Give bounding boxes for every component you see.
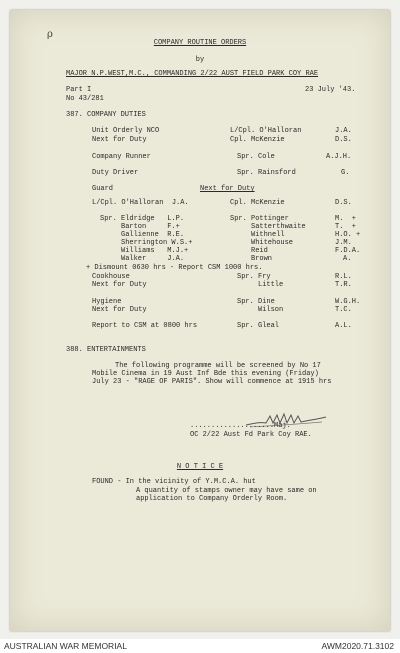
guard-next-initials: A. bbox=[343, 255, 352, 263]
duty-label: Unit Orderly NCO bbox=[92, 127, 160, 135]
handwritten-corner-mark: ρ bbox=[47, 29, 53, 40]
order-date: 23 July '43. bbox=[305, 86, 356, 94]
guard-next-member: Spr. Pottinger bbox=[230, 215, 289, 223]
signature-unit: OC 2/22 Aust Fd Park Coy RAE. bbox=[190, 431, 312, 439]
footer-source: AUSTRALIAN WAR MEMORIAL bbox=[4, 641, 127, 651]
duty-label: Duty Driver bbox=[92, 169, 139, 177]
guard-next-member: Satterthwaite bbox=[230, 223, 306, 231]
footer-accession-number: AWM2020.71.3102 bbox=[321, 641, 394, 651]
dismount-note: + Dismount 0630 hrs - Report CSM 1000 hrs. bbox=[86, 264, 263, 272]
part-label: Part I bbox=[66, 86, 92, 94]
guard-next-initials: T. + bbox=[335, 223, 357, 231]
guard-member: Gallienne R.E. bbox=[100, 231, 185, 239]
duty-initials: A.L. bbox=[335, 322, 352, 330]
section-387-heading: 387. COMPANY DUTIES bbox=[66, 111, 146, 119]
document-sheet bbox=[10, 10, 390, 631]
duty-label: Next for Duty bbox=[92, 306, 147, 314]
guard-member: Walker J.A. bbox=[100, 255, 185, 263]
duty-name: L/Cpl. O'Halloran bbox=[230, 127, 302, 135]
duty-label: Hygiene bbox=[92, 298, 122, 306]
notice-line: FOUND - In the vicinity of Y.M.C.A. hut bbox=[92, 478, 256, 486]
notice-line: A quantity of stamps owner may have same on bbox=[136, 487, 317, 495]
guard-member: Sherrington W.S.+ bbox=[100, 239, 193, 247]
guard-next-member: Reid bbox=[230, 247, 268, 255]
duty-name: Wilson bbox=[237, 306, 284, 314]
guard-member: Barton F.+ bbox=[100, 223, 180, 231]
order-number: No 43/281 bbox=[66, 95, 104, 103]
footer-bar bbox=[0, 639, 400, 653]
guard-next-initials: H.O. + bbox=[335, 231, 361, 239]
duty-name: Spr. Fry bbox=[237, 273, 271, 281]
guard-next-initials: M. + bbox=[335, 215, 357, 223]
notice-line: application to Company Orderly Room. bbox=[136, 495, 288, 503]
guard-member: Williams M.J.+ bbox=[100, 247, 189, 255]
duty-initials: A.J.H. bbox=[326, 153, 352, 161]
duty-initials: J.A. bbox=[335, 127, 352, 135]
next-corporal-initials: D.S. bbox=[335, 199, 352, 207]
duty-initials: G. bbox=[341, 169, 350, 177]
guard-member: Spr. Eldridge L.P. bbox=[100, 215, 185, 223]
guard-next-member: Brown bbox=[230, 255, 273, 263]
duty-initials: D.S. bbox=[335, 136, 352, 144]
section-388-heading: 388. ENTERTAINMENTS bbox=[66, 346, 146, 354]
guard-label: Guard bbox=[92, 185, 114, 193]
document-title: COMPANY ROUTINE ORDERS bbox=[153, 39, 247, 47]
next-corporal: Cpl. McKenzie bbox=[230, 199, 285, 207]
next-for-duty-heading: Next for Duty bbox=[200, 185, 255, 193]
duty-initials: T.C. bbox=[335, 306, 352, 314]
notice-heading: N O T I C E bbox=[176, 463, 224, 471]
commander-line: MAJOR N.P.WEST,M.C., COMMANDING 2/22 AUST FIELD PARK COY RAE bbox=[66, 70, 319, 78]
duty-label: Company Runner bbox=[92, 153, 151, 161]
duty-name: Cpl. McKenzie bbox=[230, 136, 285, 144]
duty-label: Cookhouse bbox=[92, 273, 130, 281]
guard-next-member: Whitehouse bbox=[230, 239, 294, 247]
duty-name: Spr. Dine bbox=[237, 298, 275, 306]
guard-corporal: L/Cpl. O'Halloran J.A. bbox=[92, 199, 189, 207]
duty-label: Next for Duty bbox=[92, 136, 147, 144]
signature-line: ....................Maj. bbox=[190, 422, 291, 430]
duty-label: Next for Duty bbox=[92, 281, 147, 289]
entertainment-line: The following programme will be screened by No 17 bbox=[115, 362, 321, 370]
guard-next-initials: F.D.A. bbox=[335, 247, 361, 255]
duty-name: Little bbox=[237, 281, 284, 289]
duty-initials: W.G.H. bbox=[335, 298, 361, 306]
duty-initials: R.L. bbox=[335, 273, 352, 281]
duty-initials: T.R. bbox=[335, 281, 352, 289]
guard-next-member: Withnell bbox=[230, 231, 285, 239]
title-by: by bbox=[195, 56, 205, 64]
guard-next-initials: J.M. bbox=[335, 239, 352, 247]
entertainment-line: Mobile Cinema in 19 Aust Inf Bde this evening (Friday) bbox=[92, 370, 319, 378]
duty-name: Spr. Cole bbox=[237, 153, 275, 161]
duty-name: Spr. Gleal bbox=[237, 322, 280, 330]
duty-label: Report to CSM at 0800 hrs bbox=[92, 322, 198, 330]
entertainment-line: July 23 - "RAGE OF PARIS". Show will commence at 1915 hrs bbox=[92, 378, 332, 386]
duty-name: Spr. Rainsford bbox=[237, 169, 296, 177]
